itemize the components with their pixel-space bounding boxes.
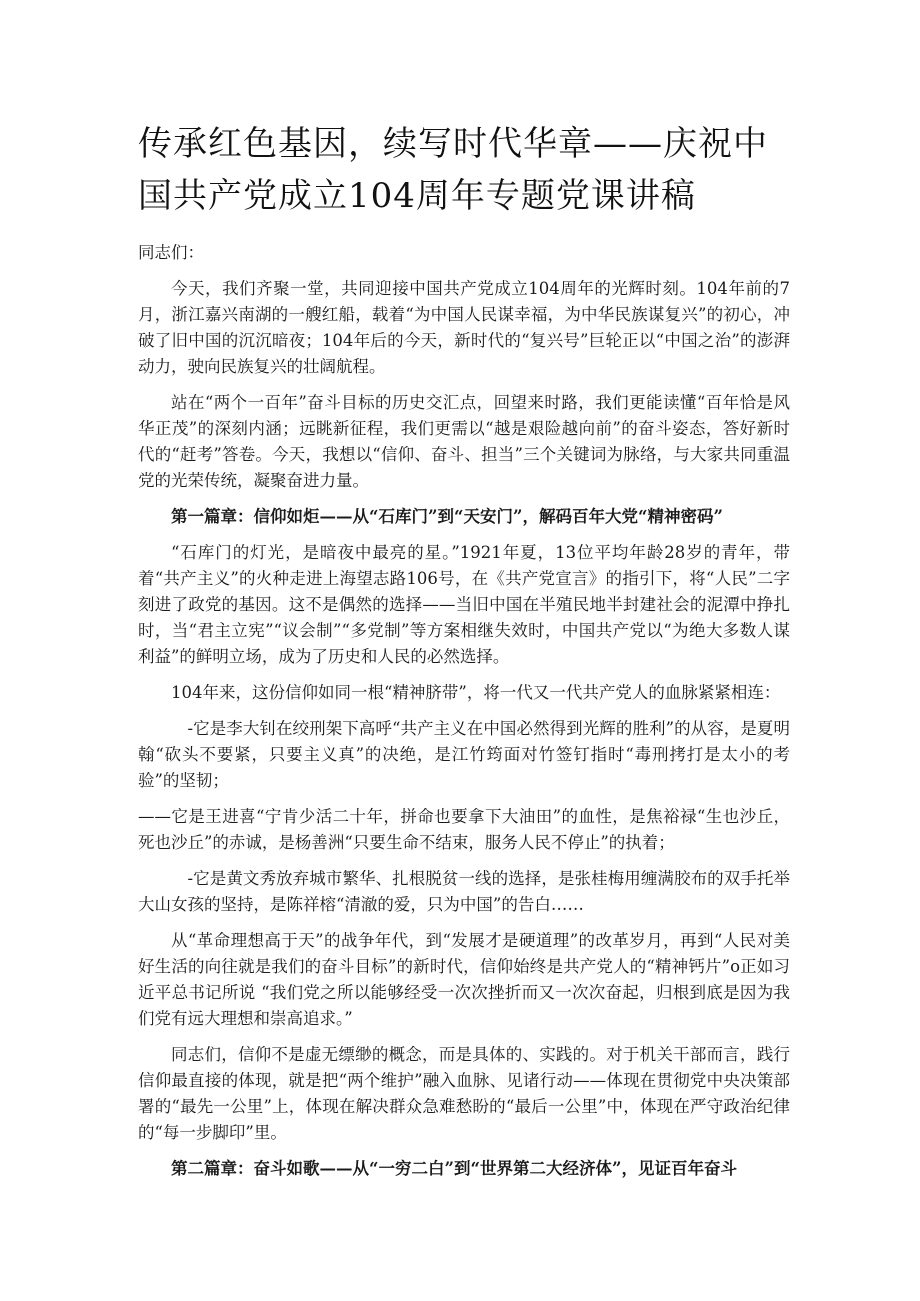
- paragraph-overview: 站在“两个一百年”奋斗目标的历史交汇点，回望来时路，我们更能读懂“百年恰是风华正茂”的深刻内涵；远眺新征程，我们更需以“越是艰险越向前”的奋斗姿态，答好新时代的“赶考”答卷。今天，我想以“信仰、奋斗、担当”三个关键词为脉络，与大家共同重温党的光荣传统，凝聚奋进力量。: [138, 393, 790, 490]
- greeting: 同志们：: [138, 243, 204, 262]
- chapter-heading-2: 第二篇章：奋斗如歌——从“一穷二白”到“世界第二大经济体”，见证百年奋斗: [171, 1159, 737, 1178]
- document-page: [138, 118, 790, 1192]
- paragraph-spiritual-calcium: 从“革命理想高于天”的战争年代，到“发展才是硬道理”的改革岁月，再到“人民对美好生活的向往就是我们的奋斗目标”的新时代，信仰始终是共产党人的“精神钙片”o正如习近平总书记所说 “我们党之所以能够经受一次次挫折而又一次次奋起，归根到底是因为我们党有远大理想和崇高追求。”: [138, 931, 790, 1028]
- paragraph-shikumen: “石库门的灯光，是暗夜中最亮的星。”1921年夏，13位平均年龄28岁的青年，带着“共产主义”的火种走进上海望志路106号，在《共产党宣言》的指引下，将“人民”二字刻进了政党的基因。这不是偶然的选择——当旧中国在半殖民地半封建社会的泥潭中挣扎时，当“君主立宪”“议会制”“多党制”等方案相继失效时，中国共产党以“为绝大多数人谋利益”的鲜明立场，成为了历史和人民的必然选择。: [138, 543, 790, 666]
- document-title: 传承红色基因，续写时代华章——庆祝中国共产党成立104周年专题党课讲稿: [138, 124, 768, 216]
- paragraph-practice: 同志们，信仰不是虚无缥缈的概念，而是具体的、实践的。对于机关干部而言，践行信仰最直接的体现，就是把“两个维护”融入血脉、见诸行动——体现在贯彻党中央决策部署的“最先一公里”上，体现在解决群众急难愁盼的“最后一公里”中，体现在严守政治纪律的“每一步脚印”里。: [138, 1045, 790, 1142]
- paragraph-martyrs: -它是李大钊在绞刑架下高呼“共产主义在中国必然得到光辉的胜利”的从容，是夏明翰“砍头不要紧，只要主义真”的决绝，是江竹筠面对竹签钉指时“毒刑拷打是太小的考验”的坚韧；: [138, 719, 790, 790]
- chapter-heading-1: 第一篇章：信仰如炬——从“石库门”到“天安门”，解码百年大党“精神密码”: [171, 507, 723, 526]
- paragraph-intro: 今天，我们齐聚一堂，共同迎接中国共产党成立104周年的光辉时刻。104年前的7月，浙江嘉兴南湖的一艘红船，载着“为中国人民谋幸福，为中华民族谋复兴”的初心，冲破了旧中国的沉沉暗夜；104年后的今天，新时代的“复兴号”巨轮正以“中国之治”的澎湃动力，驶向民族复兴的壮阔航程。: [138, 279, 790, 376]
- paragraph-builders: ——它是王进喜“宁肯少活二十年，拼命也要拿下大油田”的血性，是焦裕禄“生也沙丘，死也沙丘”的赤诚，是杨善洲“只要生命不结束，服务人民不停止”的执着；: [138, 807, 790, 852]
- paragraph-faith-bond: 104年来，这份信仰如同一根“精神脐带”，将一代又一代共产党人的血脉紧紧相连：: [171, 683, 781, 702]
- paragraph-new-era-heroes: -它是黄文秀放弃城市繁华、扎根脱贫一线的选择，是张桂梅用缠满胶布的双手托举大山女孩的坚持，是陈祥榕“清澈的爱，只为中国”的告白……: [138, 869, 790, 914]
